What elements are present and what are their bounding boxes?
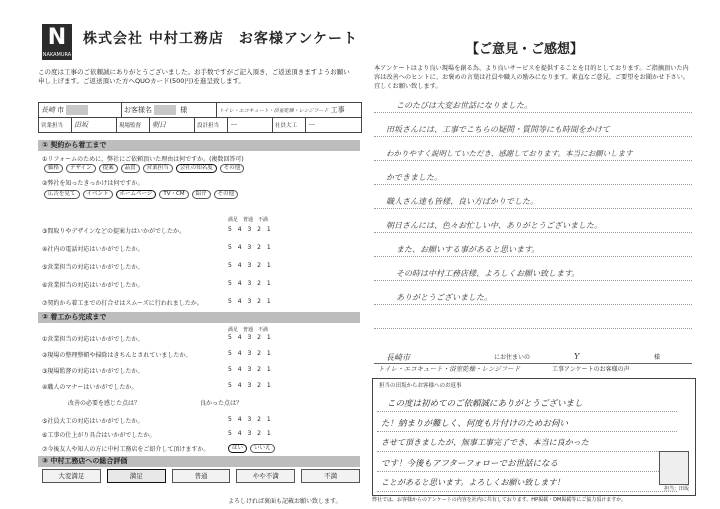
option-proposal[interactable]: 提案 bbox=[99, 164, 118, 173]
back-page-note: よろしければ裏面も記載お願い致します。 bbox=[228, 498, 342, 505]
reply-line: この度は初めてのご依頼誠にありがとうございまし bbox=[387, 399, 583, 409]
section-contract: ① 契約から着工まで bbox=[38, 140, 360, 151]
overall-rating bbox=[42, 469, 360, 483]
question-6: ⑥営業担当の対応はいかがでしたか。 bbox=[42, 282, 144, 289]
scale-q4[interactable]: 5 4 3 2 1 bbox=[228, 244, 273, 251]
option-design[interactable]: デザイン bbox=[66, 164, 96, 173]
survey-title: 株式会社 中村工務店 お客様アンケート bbox=[83, 31, 359, 47]
comment-line: わかりやすく説明していただき、感謝しております。本当にお願いします bbox=[386, 149, 633, 158]
work-tag-suffix: 工事アンケートのお客様の声 bbox=[552, 366, 630, 373]
option-referral[interactable]: 紹介 bbox=[192, 190, 211, 199]
customer-name-cell: お客様名 様 bbox=[122, 103, 217, 117]
scale-q9[interactable]: 5 4 3 2 1 bbox=[228, 350, 273, 357]
staff-photo bbox=[659, 451, 689, 485]
scale-q6[interactable]: 5 4 3 2 1 bbox=[228, 280, 273, 287]
question-5: ⑤営業担当の対応はいかがでしたか。 bbox=[42, 264, 144, 271]
comment-lines bbox=[374, 92, 692, 342]
respondent-row bbox=[374, 349, 692, 364]
work-tag: トイレ・エコキュート・浴室乾燥・レンジフード bbox=[378, 365, 521, 373]
question-11: ④職人のマナーはいかがでしたか。 bbox=[42, 384, 138, 391]
sales-value: 田坂 bbox=[72, 118, 117, 132]
comment-line: 田坂さんには、工事でこちらの疑問・質問等にも時間をかけて bbox=[386, 125, 610, 134]
section-construction: ② 着工から完成まで bbox=[38, 312, 360, 323]
craft-value: ー bbox=[308, 121, 315, 129]
survey-back bbox=[366, 6, 698, 504]
answer-yes[interactable]: はい bbox=[228, 444, 247, 453]
option-ad[interactable]: 広告を見て bbox=[44, 190, 80, 199]
work-type-cell: トイレ・エコキュート・浴室乾燥・レンジフード 工事 bbox=[219, 106, 345, 114]
question-14: ⑥工事の仕上がり具合はいかがでしたか。 bbox=[42, 432, 156, 439]
option-homepage[interactable]: ホームページ bbox=[116, 190, 157, 199]
sales-label: 営業担当 bbox=[39, 118, 72, 132]
question-15-options bbox=[228, 444, 348, 453]
comment-line: その時は中村工務店様、よろしくお願い致します。 bbox=[396, 269, 580, 278]
scale-q5[interactable]: 5 4 3 2 1 bbox=[228, 262, 273, 269]
scale-q14[interactable]: 5 4 3 2 1 bbox=[228, 430, 273, 437]
question-9: ②現場の整理整頓や掃除はきちんとされていましたか。 bbox=[42, 352, 192, 359]
question-4: ④社内の電話対応はいかがでしたか。 bbox=[42, 246, 144, 253]
publication-consent-note: 弊社では、お客様からのアンケートの内容を社内に共有しております。HP掲載・DM掲載等にご協力頂けますか。 bbox=[372, 497, 627, 503]
question-2: ②弊社を知ったきっかけは何ですか。 bbox=[42, 180, 144, 187]
staff-photo-caption: 担当：田坂 bbox=[663, 486, 689, 492]
option-reputation[interactable]: 会社の知名度 bbox=[176, 164, 217, 173]
survey-front bbox=[28, 6, 358, 504]
respondent-initial: Y bbox=[574, 352, 580, 361]
reply-line: です！今後もアフターフォローでお世話になる bbox=[381, 459, 559, 469]
comment-line: かできました。 bbox=[386, 173, 442, 182]
respondent-label: にお住まいの bbox=[494, 354, 531, 361]
overall-neutral[interactable]: 普通 bbox=[172, 469, 231, 483]
question-8: ①営業担当の対応はいかがでしたか。 bbox=[42, 336, 144, 343]
option-tv[interactable]: TV・CM bbox=[159, 190, 188, 199]
work-tag-row bbox=[374, 363, 692, 375]
respondent-city: 長崎市 bbox=[386, 353, 410, 362]
question-15: ⑦今後友人や知人の方に中村工務店をご紹介して頂けますか。 bbox=[42, 446, 210, 453]
comment-line: また、お願いする事があると思います。 bbox=[396, 245, 540, 254]
craft-label: 社員大工 bbox=[273, 118, 306, 132]
staff-reply-box bbox=[372, 378, 696, 496]
design-label: 設計担当 bbox=[195, 118, 228, 132]
option-other-2[interactable]: その他 bbox=[214, 190, 239, 199]
comments-intro: 本アンケートはより良い現場を創る為、より良いサービスを提供することを目的としております。ご指摘頂いた内容は改善へのヒントに、お褒めの言葉は社員や職人の励みになります。素直なご意見、ご要望をお聞かせ下さい。宜しくお願い致します。 bbox=[374, 65, 690, 90]
overall-very-satisfied[interactable]: 大変満足 bbox=[42, 469, 101, 483]
site-label: 現場監督 bbox=[117, 118, 150, 132]
site-value: 朝日 bbox=[150, 118, 195, 132]
respondent-sama: 様 bbox=[654, 354, 661, 361]
reply-line: ことがあると思います。よろしくお願い致します！ bbox=[381, 478, 565, 487]
reply-line: させて頂きましたが、無事工事完了でき、本当に良かった bbox=[381, 438, 589, 447]
comment-line: このたびは大変お世話になりました。 bbox=[396, 101, 532, 110]
scale-q7[interactable]: 5 4 3 2 1 bbox=[228, 298, 273, 305]
question-7: ⑦契約から着工までの打合せはスムーズに行われましたか。 bbox=[42, 300, 203, 307]
scale-q10[interactable]: 5 4 3 2 1 bbox=[228, 366, 273, 373]
section-overall: ③ 中村工務店への総合評価 bbox=[38, 456, 360, 467]
reply-line: た！納まりが難しく、何度も片付けのためお伺い bbox=[381, 419, 568, 429]
option-sales[interactable]: 営業担当 bbox=[143, 164, 173, 173]
rating-header-2: 満足 普通 不満 bbox=[228, 327, 269, 333]
question-13: ⑤社員大工の対応はいかがでしたか。 bbox=[42, 418, 144, 425]
question-3: ③間取りやデザインなどの提案力はいかがでしたか。 bbox=[42, 228, 185, 235]
overall-dissatisfied[interactable]: 不満 bbox=[301, 469, 360, 483]
comment-line: 職人さん達も皆様、良い方ばかりでした。 bbox=[386, 197, 538, 206]
scale-q8[interactable]: 5 4 3 2 1 bbox=[228, 334, 273, 341]
option-price[interactable]: 価格 bbox=[44, 164, 63, 173]
rating-header-1: 満足 普通 不満 bbox=[228, 217, 269, 223]
option-event[interactable]: イベント bbox=[83, 190, 113, 199]
answer-no[interactable]: いいえ bbox=[250, 444, 275, 453]
staff-reply-header: 担当の田坂からお客様へのお返事 bbox=[379, 383, 462, 389]
customer-info-table bbox=[38, 102, 362, 133]
question-1: ①リフォームのために、弊社にご依頼頂いた理由は何ですか。(複数回答可) bbox=[42, 156, 244, 163]
scale-q13[interactable]: 5 4 3 2 1 bbox=[228, 416, 273, 423]
scale-q11[interactable]: 5 4 3 2 1 bbox=[228, 382, 273, 389]
scale-q3[interactable]: 5 4 3 2 1 bbox=[228, 226, 273, 233]
city-cell: 長崎 市 bbox=[39, 103, 122, 117]
company-logo: N NAKAMURA bbox=[42, 25, 72, 58]
question-1-options bbox=[44, 164, 360, 173]
question-2-options bbox=[44, 190, 360, 199]
comment-line: 朝日さんには、色々お忙しい中、ありがとうございました。 bbox=[386, 221, 602, 230]
design-value: ー bbox=[228, 118, 273, 132]
overall-satisfied[interactable]: 満足 bbox=[107, 469, 166, 483]
comments-title: 【ご意見・ご感想】 bbox=[466, 42, 584, 57]
survey-intro: この度は工事のご依頼誠にありがとうございました。お手数ですがご記入頂き、ご返送頂きますようお願い申し上げます。ご返送頂いた方へQUOカード(500円)を進呈致します。 bbox=[38, 68, 350, 85]
overall-somewhat-dissatisfied[interactable]: やや不満 bbox=[236, 469, 295, 483]
option-other[interactable]: その他 bbox=[220, 164, 245, 173]
option-quality[interactable]: 品質 bbox=[121, 164, 140, 173]
question-10: ③現場監督の対応はいかがでしたか。 bbox=[42, 368, 144, 375]
comment-line: ありがとうございました。 bbox=[396, 293, 492, 302]
question-12: 改善の必要を感じた点は？ 良かった点は？ bbox=[68, 400, 243, 407]
